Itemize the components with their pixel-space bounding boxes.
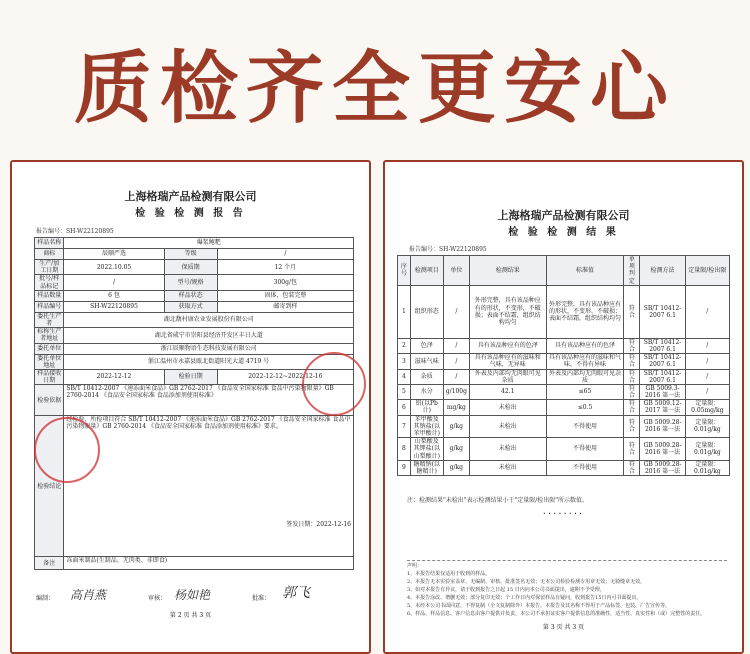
table-cell: 符合	[624, 460, 640, 475]
field-label: 等级	[164, 249, 217, 260]
column-header: 检测项目	[410, 256, 443, 286]
table-cell: 具有该品种应有的色泽	[546, 338, 624, 353]
table-row	[35, 557, 354, 570]
field-label: 获取方式	[164, 301, 217, 312]
table-cell: ≤0.5	[546, 400, 624, 415]
column-header: 单位	[443, 256, 469, 286]
basis-label: 检验依据	[35, 385, 64, 416]
table-cell: 不得使用	[546, 460, 624, 475]
table-cell: 糖精钠(以糖精计)	[410, 460, 443, 475]
conclusion-label: 检验结论	[35, 416, 64, 557]
table-cell: g/kg	[443, 415, 469, 438]
table-cell: g/100g	[443, 384, 469, 399]
table-cell: SB/T 10412-2007 6.1	[640, 354, 685, 369]
table-row	[398, 438, 730, 461]
table-row	[398, 338, 730, 353]
field-value: 爆浆鲍粑	[64, 238, 354, 249]
divider	[407, 560, 727, 561]
table-cell: 符合	[624, 438, 640, 461]
note-line: 声明：	[407, 563, 423, 569]
field-label: 样品名称	[35, 238, 64, 249]
table-row	[35, 290, 354, 301]
table-cell: 9	[398, 460, 411, 475]
table-cell: 不得使用	[546, 438, 624, 461]
field-label: 样品数量	[35, 290, 64, 301]
column-header: 检测结果	[469, 256, 546, 286]
report-number: 报告编号：SH-W22120895	[409, 246, 487, 253]
field-value: 浙江温州市永嘉县瓯北街道阳光大道 4719 号	[64, 354, 354, 369]
table-cell: 外表及内部均无肉眼可见杂质	[546, 369, 624, 384]
table-row	[35, 343, 354, 354]
note-line: 5、未经本公司书面同意，不得复制（全文复制除外）本报告。本报告及其名称不得用于产品标签、包装、广告宣传等。	[407, 603, 671, 609]
column-header: 标准值	[546, 256, 624, 286]
table-cell: 符合	[624, 354, 640, 369]
side-watermark	[12, 162, 17, 652]
table-cell: 定量限：0.01g/kg	[685, 415, 729, 438]
report-card-right	[383, 160, 744, 654]
company-name: 上海格瑞产品检测有限公司	[124, 190, 257, 203]
table-cell: SB/T 10412-2007 6.1	[640, 338, 685, 353]
table-cell: GB 5009.3-2016 第一法	[640, 384, 685, 399]
field-value: 300g/包	[217, 275, 353, 290]
results-table	[397, 255, 730, 476]
column-header: 定量限/检出限	[685, 256, 729, 286]
end-dots: ........	[542, 506, 585, 517]
page-number-right: 第 3 页 共 3 页	[542, 624, 585, 631]
basis-text: SB/T 10412-2007 《速冻面米食品》GB 2762-2017 《食品安全国家标准 食品中污染物限量》GB 2760-2014 《食品安全国家标准 食品添加剂使用标准》	[64, 385, 354, 416]
table-cell: g/kg	[443, 438, 469, 461]
table-cell: GB 5009.28-2016 第一法	[640, 438, 685, 461]
table-row	[35, 249, 354, 260]
page-number-left: 第 2 页 共 3 页	[169, 612, 212, 619]
table-cell: g/kg	[443, 460, 469, 475]
table-cell: 杂质	[410, 369, 443, 384]
table-row	[398, 400, 730, 415]
note-line: 1、本报告结果仅适用于收到的样品。	[407, 571, 491, 577]
table-cell: 8	[398, 438, 411, 461]
table-cell: 定量限：0.05mg/kg	[685, 400, 729, 415]
field-label: 生产/加工日期	[35, 260, 64, 275]
editor-label: 编制：	[36, 595, 55, 602]
field-value: /	[64, 275, 164, 290]
headline: 质检齐全更安心	[73, 44, 676, 134]
table-cell: 未检出	[469, 400, 546, 415]
table-cell: 6	[398, 400, 411, 415]
result-title: 检 验 检 测 结 果	[508, 227, 619, 238]
table-cell: 符合	[624, 400, 640, 415]
table-cell: 42.1	[469, 384, 546, 399]
field-value: 12 个月	[217, 260, 353, 275]
sign-date: 签发日期：2022-12-16	[286, 520, 351, 528]
note-line: 3、如对本报告有异议，请于收到报告之日起 15 日内向本公司书面提出，逾期不予受理。	[407, 587, 605, 593]
table-cell: 未检出	[469, 438, 546, 461]
table-cell: 不得使用	[546, 415, 624, 438]
field-label: 批号/样品标记	[35, 275, 64, 290]
table-cell: SB/T 10412-2007 6.1	[640, 285, 685, 338]
table-cell: 山梨酸及其钾盐(以山梨酸计)	[410, 438, 443, 461]
table-cell: /	[443, 338, 469, 353]
table-cell: /	[685, 369, 729, 384]
field-label: 型号/规格	[164, 275, 217, 290]
table-row	[398, 354, 730, 369]
field-value: 2022.10.05	[64, 260, 164, 275]
reviewer-label: 审核：	[148, 595, 167, 602]
table-cell: SB/T 10412-2007 6.1	[640, 369, 685, 384]
table-cell: GB 5009.28-2016 第一法	[640, 460, 685, 475]
table-row	[35, 312, 354, 327]
table-row	[35, 328, 354, 343]
report-title: 检 验 检 测 报 告	[135, 208, 246, 219]
table-cell: /	[443, 369, 469, 384]
table-cell: 具有该品种应有的色泽	[469, 338, 546, 353]
table-cell: 定量限：0.01g/kg	[685, 460, 729, 475]
field-label: 样品状态	[164, 290, 217, 301]
table-cell: 符合	[624, 415, 640, 438]
note-line: 6、样品、样品信息、客户信息由客户提供并负责，本公司不承担证实客户提供信息的准确性、适当性、真实性和（或）完整性的责任。	[407, 611, 706, 617]
field-value: 2022-12-12	[64, 369, 164, 384]
note-line: 2、本报告无本实验室盖章、无编制、审核、批准签名无效；无本公司检验检测专用章无效；无骑缝章无效。	[407, 579, 646, 585]
table-cell: 未检出	[469, 415, 546, 438]
approver-label: 批准：	[252, 595, 271, 602]
remark-text: 冻面米制品(生制品、无肉类、非即食)	[64, 557, 354, 570]
field-value: SH-W22120895	[64, 301, 164, 312]
table-row	[398, 415, 730, 438]
field-label: 标称生产者地址	[35, 328, 64, 343]
note-line: 4、本报告涂改、增删无效；部分复印无效；个工作日内对保留样品有疑问，收到报告15日内可书面提出。	[407, 595, 642, 601]
editor-signature: 高肖燕	[70, 588, 107, 602]
inspection-seal-right	[302, 352, 366, 416]
table-cell: 外形完整，具有该品种应有的形状，不变形，不破损；表面不结霜，组织结构均匀	[469, 285, 546, 338]
field-value: 6 包	[64, 290, 164, 301]
report-number: 报告编号：SH-W22120895	[36, 228, 114, 235]
table-cell: 水分	[410, 384, 443, 399]
table-row	[398, 285, 730, 338]
table-cell: GB 5009.28-2016 第一法	[640, 415, 685, 438]
table-row	[398, 384, 730, 399]
table-row	[398, 460, 730, 475]
field-value: 浙江辰顺物语生态科技发展有限公司	[64, 343, 354, 354]
field-value: /	[217, 249, 353, 260]
field-value: 邮寄到样	[217, 301, 353, 312]
field-value: 固体，包装完整	[217, 290, 353, 301]
column-header: 单项判定	[624, 256, 640, 286]
table-cell: 铅(以Pb计)	[410, 400, 443, 415]
table-row	[35, 238, 354, 249]
table-cell: mg/kg	[443, 400, 469, 415]
field-value: 湖北省咸宁市崇阳县经济开发区丰日大道	[64, 328, 354, 343]
declaration-notes	[407, 562, 727, 618]
table-cell: 7	[398, 415, 411, 438]
table-cell: 4	[398, 369, 411, 384]
field-value: 2022-12-12~2022-12-16	[217, 369, 353, 384]
table-cell: 外形完整，具有该品种应有的形状，不变形，不破损；表面不结霜，组织结构均匀	[546, 285, 624, 338]
table-row	[35, 260, 354, 275]
table-cell: 具有该品种应有的滋味和气味，无异味	[469, 354, 546, 369]
table-cell: /	[685, 338, 729, 353]
field-label: 商标	[35, 249, 64, 260]
field-label: 保质期	[164, 260, 217, 275]
field-label: 委托单位	[35, 343, 64, 354]
table-cell: ≤65	[546, 384, 624, 399]
table-cell: /	[685, 354, 729, 369]
field-label: 委托单位地址	[35, 354, 64, 369]
inspection-seal-left	[34, 417, 100, 483]
field-label: 检验日期	[164, 369, 217, 384]
table-cell: 2	[398, 338, 411, 353]
table-cell: 未检出	[469, 460, 546, 475]
table-cell: 5	[398, 384, 411, 399]
table-row	[35, 301, 354, 312]
table-cell: 3	[398, 354, 411, 369]
table-cell: 符合	[624, 285, 640, 338]
conclusion-text: 经检验，所检项目符合 SB/T 10412-2007 《速冻面米食品》GB 2762-2017 《食品安全国家标准 食品中污染物限量》GB 2760-2014 《食品安全国家标准 食品添加剂使用标准》要求。 签发日期：2022-12-16	[64, 416, 354, 557]
reviewer-signature: 杨如艳	[174, 588, 211, 602]
table-cell: /	[685, 384, 729, 399]
field-value: 湖北馥村康农业发展股份有限公司	[64, 312, 354, 327]
table-cell: 具有该品种应有的滋味和气味，不得有异味	[546, 354, 624, 369]
sample-info-table	[34, 237, 354, 570]
table-row	[35, 275, 354, 290]
table-cell: 符合	[624, 369, 640, 384]
report-card-left	[10, 160, 371, 654]
results-footnote: 注：检测结果"未检出"表示检测结果小于"定量限/检出限"所示数值。	[407, 497, 589, 504]
table-cell: 外表及内部均无肉眼可见杂质	[469, 369, 546, 384]
table-cell: 色泽	[410, 338, 443, 353]
table-cell: /	[443, 354, 469, 369]
field-label: 样品编号	[35, 301, 64, 312]
field-label: 委托生产者	[35, 312, 64, 327]
column-header: 序号	[398, 256, 411, 286]
table-cell: 苯甲酸及其钠盐(以苯甲酸计)	[410, 415, 443, 438]
remark-label: 备注	[35, 557, 64, 570]
table-cell: 符合	[624, 384, 640, 399]
table-cell: GB 5009.12-2017 第一法	[640, 400, 685, 415]
table-cell: 1	[398, 285, 411, 338]
approver-signature: 郭飞	[282, 585, 310, 601]
table-cell: 定量限：0.01g/kg	[685, 438, 729, 461]
table-cell: 组织形态	[410, 285, 443, 338]
table-cell: 滋味气味	[410, 354, 443, 369]
field-label: 样品接收日期	[35, 369, 64, 384]
table-row	[398, 369, 730, 384]
company-name: 上海格瑞产品检测有限公司	[497, 209, 630, 222]
table-cell: /	[443, 285, 469, 338]
table-cell: 符合	[624, 338, 640, 353]
field-value: 辰顺严选	[64, 249, 164, 260]
column-header: 检测方法	[640, 256, 685, 286]
table-cell: /	[685, 285, 729, 338]
